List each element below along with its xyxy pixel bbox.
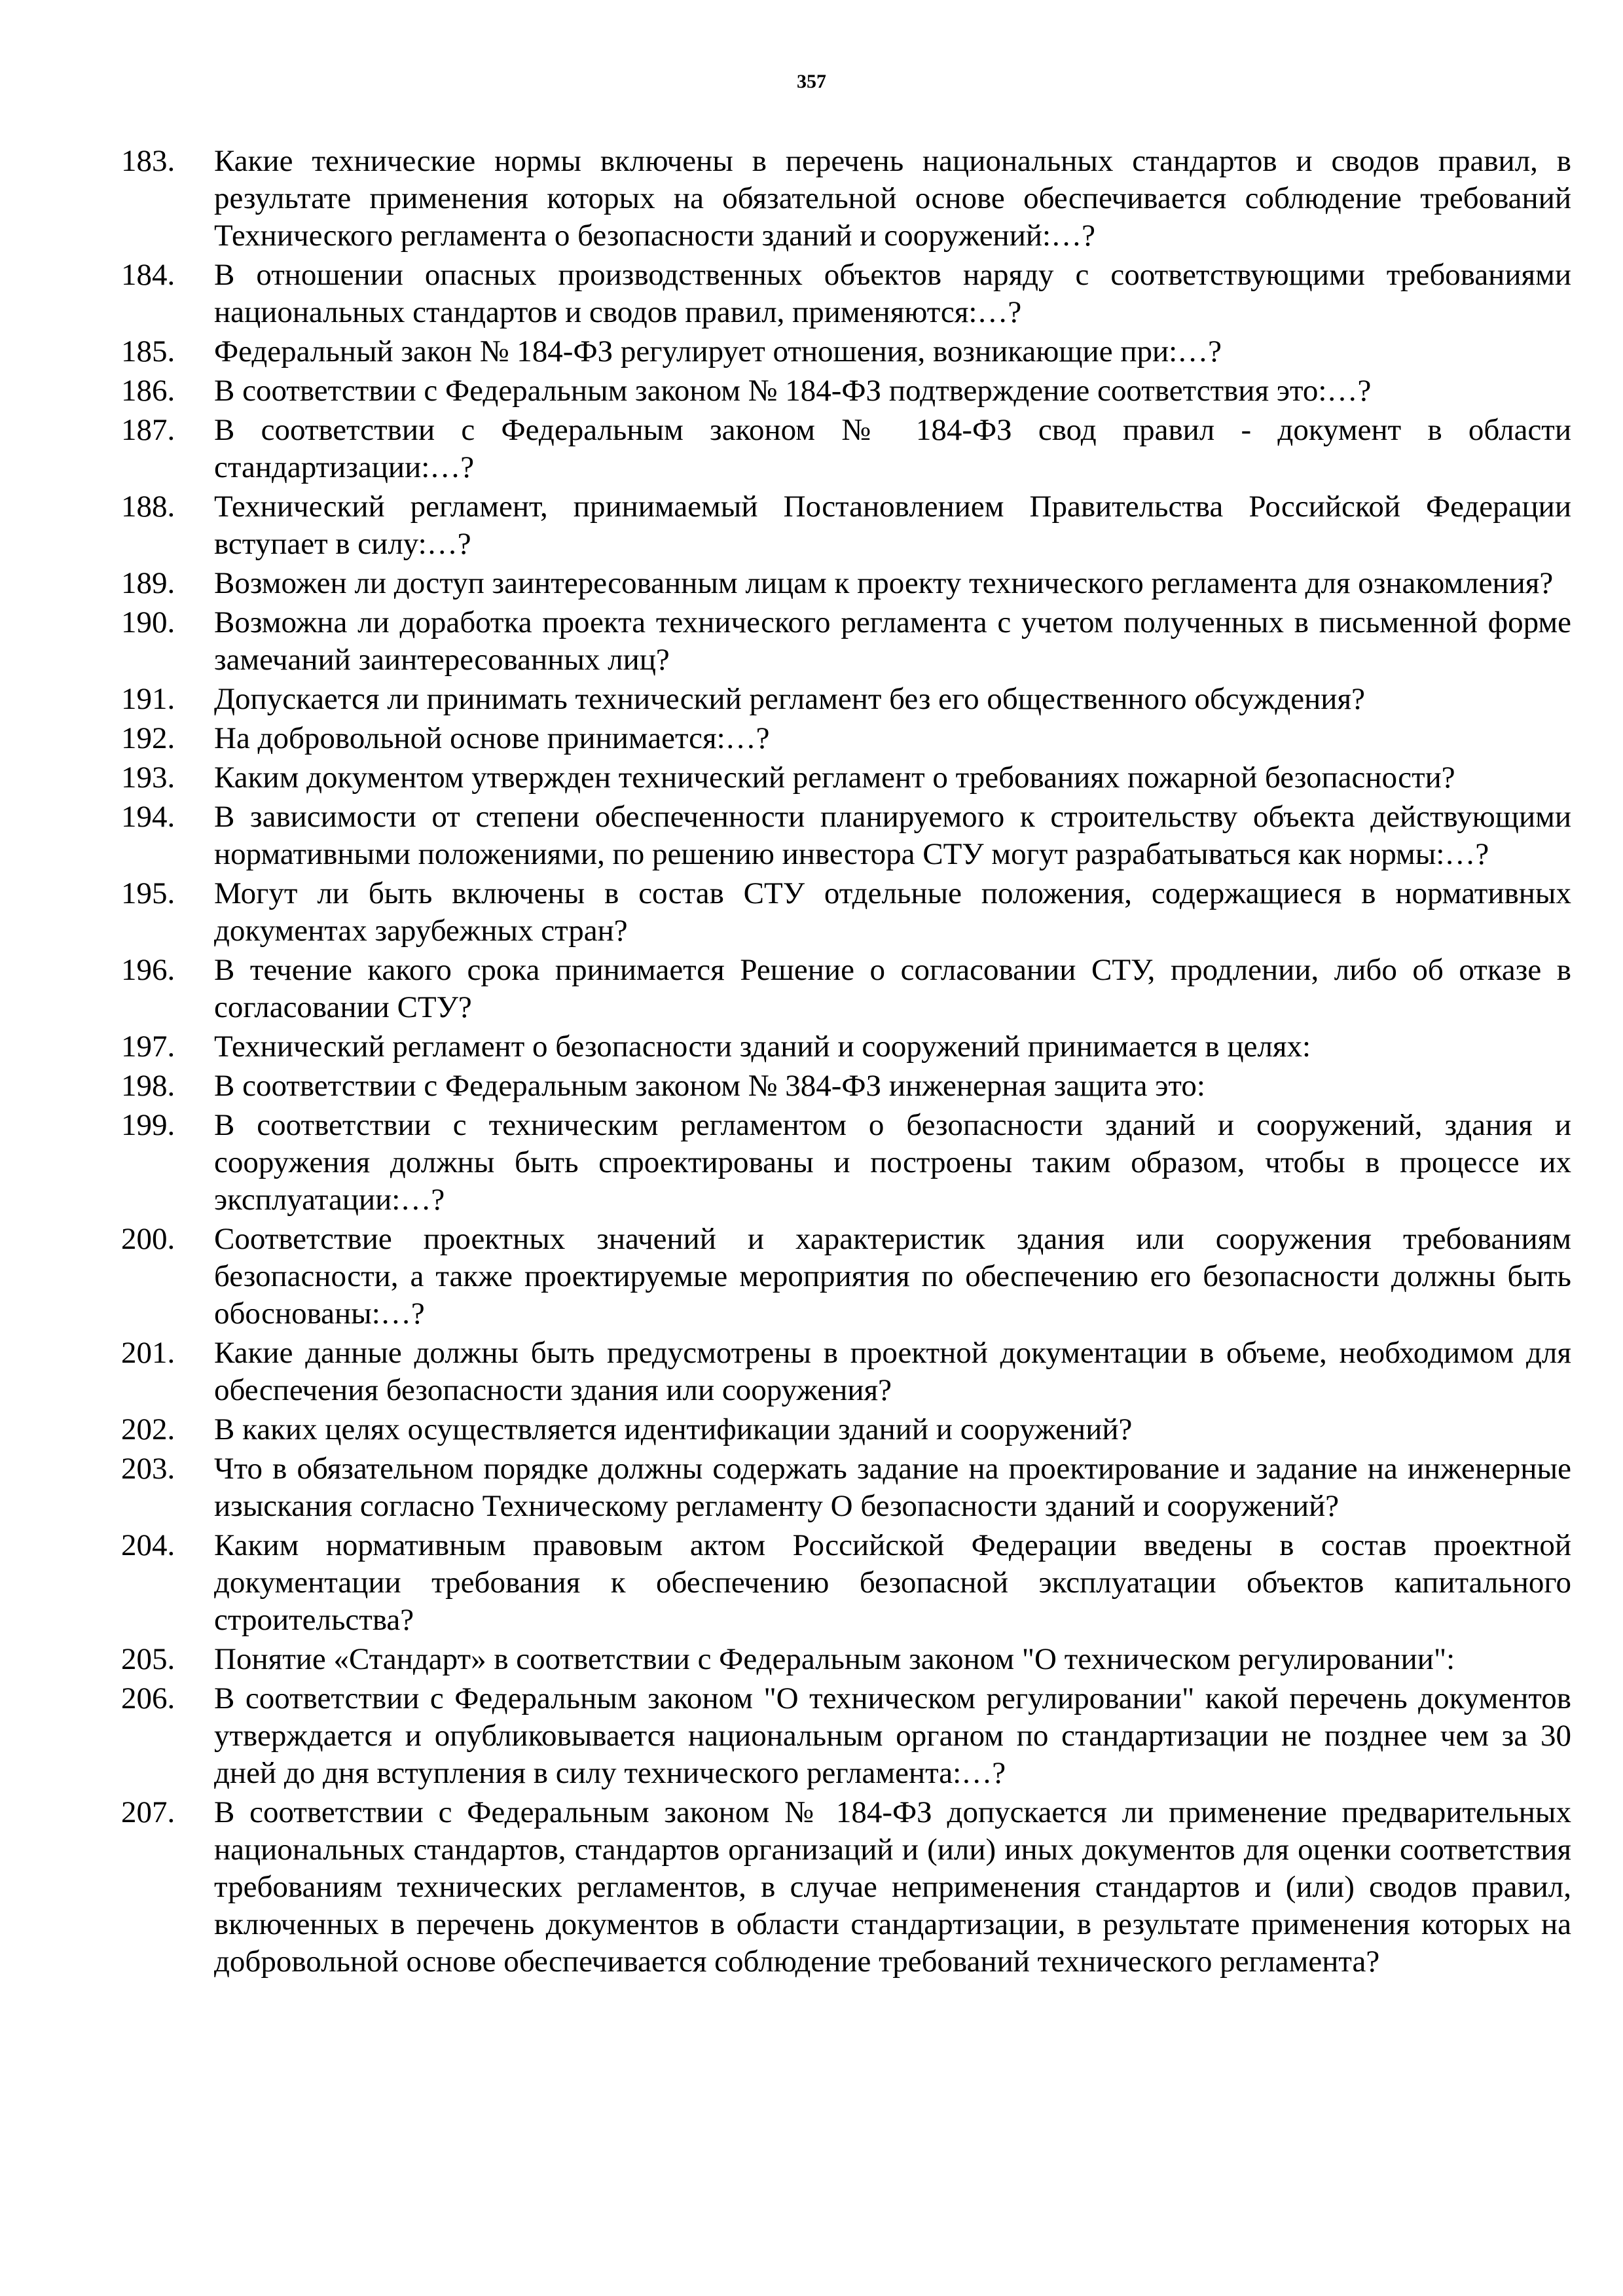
question-text: В зависимости от степени обеспеченности планируемого к строительству объекта действующими нормативными положениями, по решению инвестора СТУ могут разрабатываться как нормы:…? <box>214 800 1571 871</box>
question-text: В отношении опасных производственных объектов наряду с соответствующими требованиями национальных стандартов и сводов правил, применяются:…? <box>214 258 1571 329</box>
question-item <box>121 720 1571 757</box>
question-text: В соответствии с Федеральным законом № 184-ФЗ свод правил - документ в области стандартизации:…? <box>214 413 1571 484</box>
question-number: 198. <box>121 1069 175 1103</box>
page-number: 357 <box>797 71 826 92</box>
question-item <box>121 372 1571 410</box>
question-item <box>121 565 1571 602</box>
question-number: 192. <box>121 721 175 755</box>
question-item <box>121 875 1571 950</box>
question-text: Каким документом утвержден технический регламент о требованиях пожарной безопасности? <box>214 761 1455 795</box>
question-item <box>121 1028 1571 1066</box>
question-item <box>121 257 1571 331</box>
question-number: 202. <box>121 1412 175 1446</box>
question-number: 200. <box>121 1222 175 1256</box>
question-text: Технический регламент, принимаемый Постановлением Правительства Российской Федерации вступает в силу:…? <box>214 490 1571 561</box>
question-item <box>121 798 1571 873</box>
question-number: 189. <box>121 566 175 600</box>
question-number: 201. <box>121 1336 175 1370</box>
question-number: 190. <box>121 605 175 639</box>
question-item <box>121 1680 1571 1792</box>
question-text: В соответствии с техническим регламентом о безопасности зданий и сооружений, здания и сооружения должны быть спроектированы и построены таким образом, чтобы в процессе их эксплуатации:…? <box>214 1108 1571 1217</box>
question-text: Технический регламент о безопасности зданий и сооружений принимается в целях: <box>214 1030 1311 1064</box>
question-item <box>121 333 1571 370</box>
question-text: Что в обязательном порядке должны содержать задание на проектирование и задание на инженерные изыскания согласно Техническому регламенту О безопасности зданий и сооружений? <box>214 1452 1571 1523</box>
question-number: 194. <box>121 800 175 834</box>
question-number: 203. <box>121 1452 175 1486</box>
question-item <box>121 1527 1571 1639</box>
question-text: В соответствии с Федеральным законом № 184-ФЗ подтверждение соответствия это:…? <box>214 374 1372 408</box>
question-text: Понятие «Стандарт» в соответствии с Федеральным законом "О техническом регулировании": <box>214 1642 1455 1676</box>
question-text: Какие данные должны быть предусмотрены в проектной документации в объеме, необходимом для обеспечения безопасности здания или сооружения? <box>214 1336 1571 1407</box>
question-number: 195. <box>121 876 175 910</box>
question-text: Федеральный закон № 184-ФЗ регулирует отношения, возникающие при:…? <box>214 334 1222 368</box>
question-item <box>121 488 1571 563</box>
question-item <box>121 1221 1571 1333</box>
question-text: На добровольной основе принимается:…? <box>214 721 770 755</box>
question-number: 207. <box>121 1795 175 1829</box>
question-item <box>121 1641 1571 1678</box>
question-item <box>121 759 1571 797</box>
question-item <box>121 1450 1571 1525</box>
question-number: 186. <box>121 374 175 408</box>
question-item <box>121 1411 1571 1448</box>
question-number: 191. <box>121 682 175 716</box>
question-text: В соответствии с Федеральным законом № 384-ФЗ инженерная защита это: <box>214 1069 1205 1103</box>
question-item <box>121 681 1571 718</box>
question-text: Допускается ли принимать технический регламент без его общественного обсуждения? <box>214 682 1365 716</box>
question-text: В соответствии с Федеральным законом "О техническом регулировании" какой перечень документов утверждается и опубликовывается национальным органом по стандартизации не позднее чем за 30 дней до дня вступления в силу технического регламента:…? <box>214 1681 1571 1790</box>
question-list <box>121 143 1571 1982</box>
question-text: Возможна ли доработка проекта технического регламента с учетом полученных в письменной форме замечаний заинтересованных лиц? <box>214 605 1571 677</box>
question-text: Возможен ли доступ заинтересованным лицам к проекту технического регламента для ознакомления? <box>214 566 1554 600</box>
question-number: 205. <box>121 1642 175 1676</box>
question-number: 185. <box>121 334 175 368</box>
question-text: Каким нормативным правовым актом Российской Федерации введены в состав проектной документации требования к обеспечению безопасной эксплуатации объектов капитального строительства? <box>214 1528 1571 1637</box>
question-text: В течение какого срока принимается Решение о согласовании СТУ, продлении, либо об отказе в согласовании СТУ? <box>214 953 1571 1024</box>
question-item <box>121 1794 1571 1981</box>
question-number: 184. <box>121 258 175 292</box>
question-text: Соответствие проектных значений и характеристик здания или сооружения требованиям безопасности, а также проектируемые мероприятия по обеспечению его безопасности должны быть обоснованы:…? <box>214 1222 1571 1331</box>
question-item <box>121 412 1571 486</box>
question-item <box>121 1067 1571 1105</box>
question-number: 206. <box>121 1681 175 1715</box>
question-text: Какие технические нормы включены в перечень национальных стандартов и сводов правил, в результате применения которых на обязательной основе обеспечивается соблюдение требований Технического регламента о безопасности зданий и сооружений:…? <box>214 144 1571 253</box>
question-number: 196. <box>121 953 175 987</box>
question-number: 204. <box>121 1528 175 1562</box>
question-number: 199. <box>121 1108 175 1142</box>
question-text: Могут ли быть включены в состав СТУ отдельные положения, содержащиеся в нормативных документах зарубежных стран? <box>214 876 1571 948</box>
question-text: В каких целях осуществляется идентификации зданий и сооружений? <box>214 1412 1133 1446</box>
question-text: В соответствии с Федеральным законом № 184-ФЗ допускается ли применение предварительных национальных стандартов, стандартов организаций и (или) иных документов для оценки соответствия требованиям технических регламентов, в случае неприменения стандартов и (или) сводов правил, включенных в перечень документов в области стандартизации, в результате применения которых на добровольной основе обеспечивается соблюдение требований технического регламента? <box>214 1795 1571 1979</box>
question-item <box>121 952 1571 1026</box>
question-item <box>121 1107 1571 1219</box>
question-number: 193. <box>121 761 175 795</box>
question-number: 188. <box>121 490 175 524</box>
question-number: 187. <box>121 413 175 447</box>
question-item <box>121 1335 1571 1409</box>
question-item <box>121 604 1571 679</box>
question-item <box>121 143 1571 255</box>
question-number: 197. <box>121 1030 175 1064</box>
question-number: 183. <box>121 144 175 178</box>
